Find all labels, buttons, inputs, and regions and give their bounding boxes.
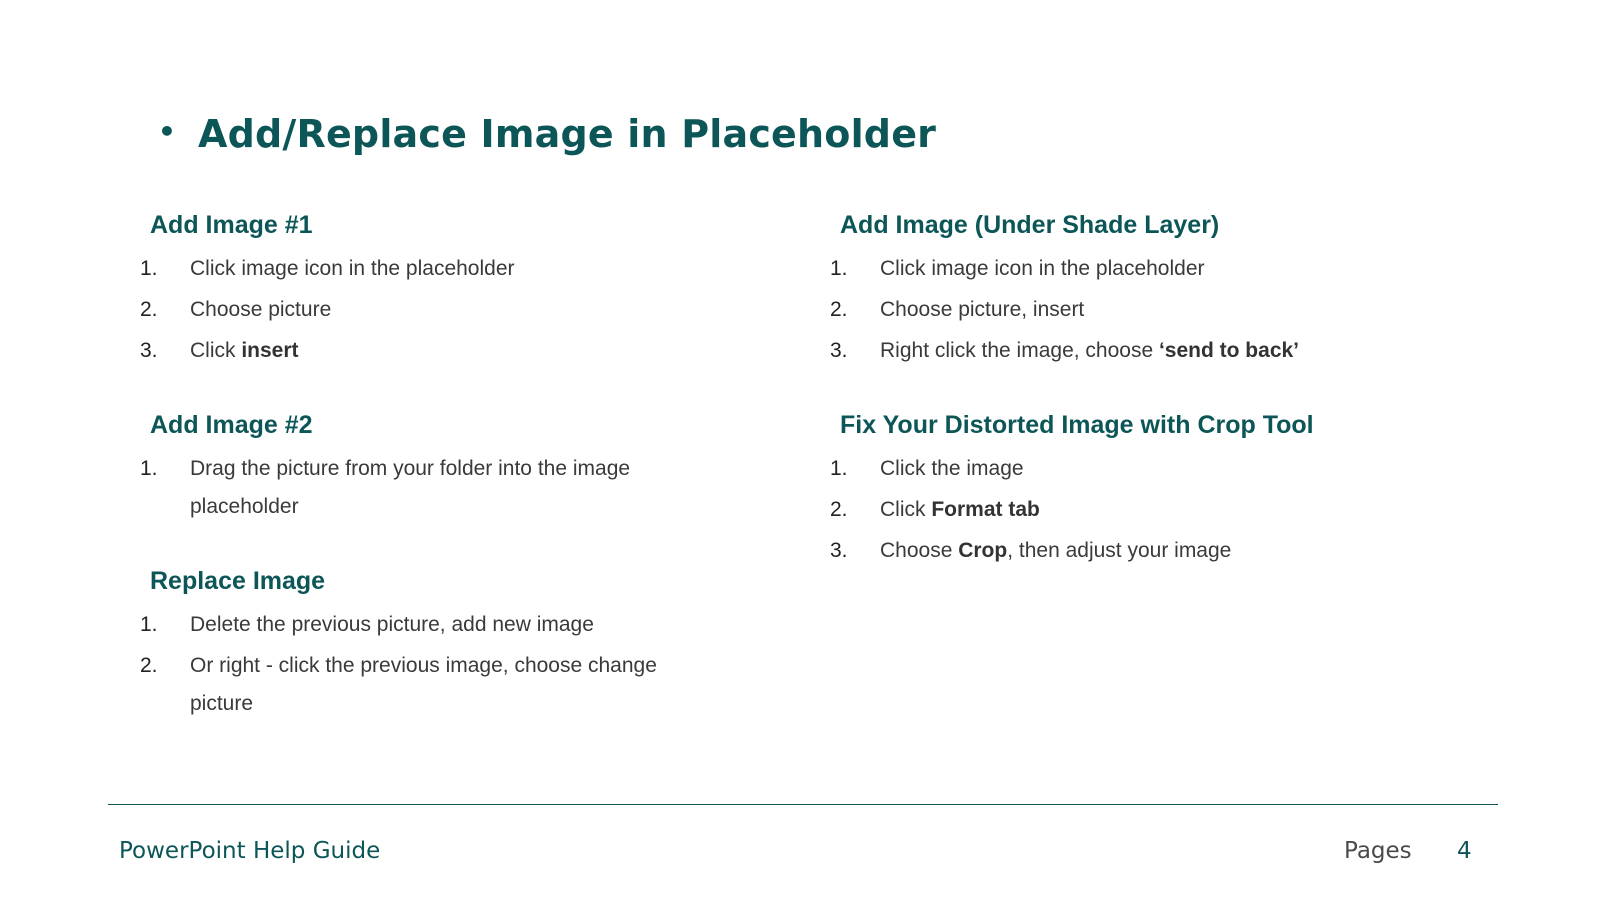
list-item — [140, 606, 700, 644]
instruction-section — [830, 206, 1470, 370]
step-text-bold: Format tab — [931, 498, 1040, 521]
section-heading: Fix Your Distorted Image with Crop Tool — [840, 411, 1314, 439]
step-number: 2. — [140, 298, 158, 321]
step-text — [190, 332, 700, 370]
list-item — [830, 532, 1470, 570]
section-heading: Replace Image — [150, 567, 326, 595]
title-bullet: • — [158, 115, 177, 148]
step-number: 3. — [140, 339, 158, 362]
step-text-bold: ‘send to back’ — [1158, 339, 1300, 362]
slide-title — [158, 112, 936, 156]
step-number: 1. — [830, 257, 848, 280]
step-text-bold: Crop — [958, 539, 1008, 562]
instruction-section — [140, 562, 700, 723]
list-item — [140, 291, 700, 329]
footer-title: PowerPoint Help Guide — [119, 838, 381, 864]
list-item — [140, 647, 700, 723]
list-item — [830, 250, 1470, 288]
step-text — [190, 250, 700, 288]
instruction-section — [830, 406, 1470, 570]
steps-list — [140, 450, 700, 526]
step-text-part: Choose — [880, 539, 959, 562]
step-number: 2. — [830, 498, 848, 521]
left-column — [140, 206, 700, 759]
list-item — [830, 291, 1470, 329]
step-text-part: , then adjust your image — [1007, 539, 1232, 562]
steps-list — [140, 606, 700, 723]
steps-list — [830, 250, 1470, 370]
step-number: 3. — [830, 339, 848, 362]
step-number: 1. — [140, 457, 158, 480]
instruction-section — [140, 206, 700, 370]
step-text — [880, 532, 1470, 570]
step-text-part: Click — [880, 498, 932, 521]
right-column — [830, 206, 1470, 606]
step-text-part: Click image icon in the placeholder — [880, 257, 1205, 280]
step-text — [190, 450, 700, 526]
step-text — [190, 647, 700, 723]
list-item — [830, 450, 1470, 488]
step-text — [190, 606, 700, 644]
step-number: 1. — [140, 613, 158, 636]
step-text — [190, 291, 700, 329]
section-heading: Add Image #2 — [150, 411, 313, 439]
step-number: 1. — [830, 457, 848, 480]
section-heading: Add Image #1 — [150, 211, 313, 239]
step-text-part: Drag the picture from your folder into the image placeholder — [190, 457, 631, 518]
step-text-part: Click the image — [880, 457, 1024, 480]
list-item — [140, 450, 700, 526]
step-number: 3. — [830, 539, 848, 562]
step-text — [880, 332, 1470, 370]
step-text-part: Choose picture, insert — [880, 298, 1085, 321]
steps-list — [830, 450, 1470, 570]
instruction-section — [140, 406, 700, 526]
step-text — [880, 491, 1470, 529]
steps-list — [140, 250, 700, 370]
page-number: 4 — [1457, 838, 1472, 864]
footer-pages-label: Pages — [1344, 838, 1412, 864]
step-text — [880, 450, 1470, 488]
list-item — [830, 332, 1470, 370]
step-text — [880, 250, 1470, 288]
footer-divider — [108, 804, 1498, 805]
step-text-part: Delete the previous picture, add new image — [190, 613, 594, 636]
step-text-bold: insert — [241, 339, 299, 362]
step-number: 2. — [830, 298, 848, 321]
step-number: 2. — [140, 654, 158, 677]
list-item — [140, 332, 700, 370]
step-number: 1. — [140, 257, 158, 280]
slide-title-text: Add/Replace Image in Placeholder — [198, 112, 937, 156]
step-text — [880, 291, 1470, 329]
step-text-part: Click image icon in the placeholder — [190, 257, 515, 280]
list-item — [140, 250, 700, 288]
step-text-part: Click — [190, 339, 242, 362]
step-text-part: Right click the image, choose — [880, 339, 1159, 362]
step-text-part: Or right - click the previous image, choose change picture — [190, 654, 657, 715]
list-item — [830, 491, 1470, 529]
step-text-part: Choose picture — [190, 298, 332, 321]
section-heading: Add Image (Under Shade Layer) — [840, 211, 1220, 239]
